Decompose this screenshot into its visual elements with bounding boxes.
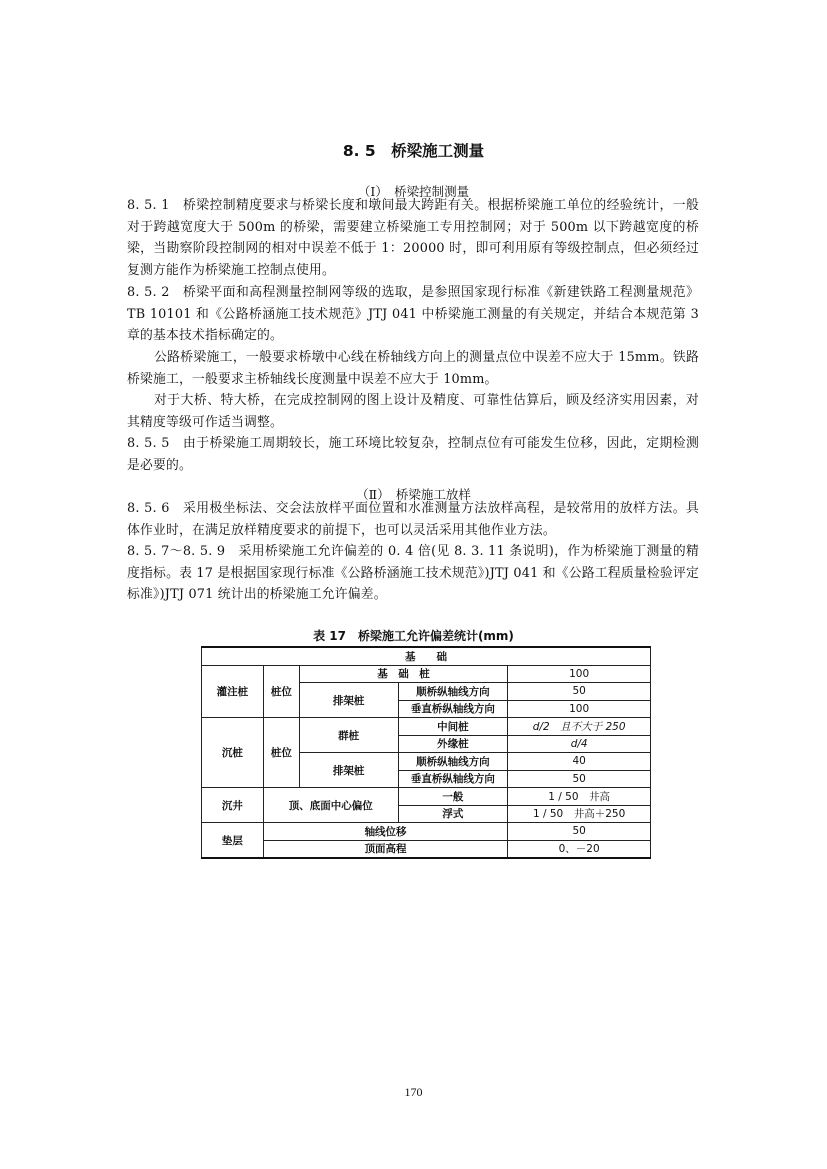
paragraph-8-5-6: 8. 5. 6 采用极坐标法、交会法放样平面位置和水准测量方法放样高程，是较常用的放样方法。具体作业时，在满足放样精度要求的前提下，也可以灵活采用其他作业方法。 <box>127 501 699 538</box>
cell-center-offset: 顶、底面中心偏位 <box>263 788 398 823</box>
cell-value: 1 / 50 井高 <box>508 788 651 806</box>
cell-value: 0、－20 <box>508 840 651 858</box>
cell-driven-pile: 沉桩 <box>202 718 264 788</box>
cell-axis-displacement: 轴线位移 <box>263 823 507 841</box>
cell-value: d/2 且不大于 250 <box>508 718 651 736</box>
paragraph-highway-bridge: 公路桥梁施工，一般要求桥墩中心线在桥轴线方向上的测量点位中误差不应大于 15mm。铁路桥梁施工，一般要求主桥轴线长度测量中误差不应大于 10mm。 <box>127 350 699 387</box>
cell-pile-position: 桩位 <box>263 718 299 788</box>
table-title: 表 17 桥梁施工允许偏差统计(mm) <box>313 629 514 643</box>
table-header-foundation: 基 础 <box>202 647 651 665</box>
table-row <box>202 823 651 841</box>
paragraph-8-5-5: 8. 5. 5 由于桥梁施工周期较长，施工环境比较复杂，控制点位有可能发生位移，因此，定期检测是必要的。 <box>127 436 699 473</box>
table-row <box>202 840 651 858</box>
cell-perpendicular: 垂直桥纵轴线方向 <box>398 770 508 788</box>
section-title: 8. 5 桥梁施工测量 <box>342 142 485 160</box>
table-header-row <box>202 647 651 665</box>
cell-general: 一般 <box>398 788 508 806</box>
cell-floating: 浮式 <box>398 805 508 823</box>
cell-pile-position: 桩位 <box>263 665 299 718</box>
paragraph-8-5-1: 8. 5. 1 桥梁控制精度要求与桥梁长度和墩间最大跨距有关。根据桥梁施工单位的经验统计，一般对于跨越宽度大于 500m 的桥梁，需要建立桥梁施工专用控制网；对于 500m 以下跨越宽度的桥梁，当勘察阶段控制网的相对中误差不低于 1：20000 时，即可利用原有等级控制点，但必须经过复测方能作为桥梁施工控制点使用。 <box>127 198 699 278</box>
cell-value: 50 <box>508 823 651 841</box>
cell-middle-pile: 中间桩 <box>398 718 508 736</box>
cell-value: 1 / 50 井高＋250 <box>508 805 651 823</box>
cell-cast-pile: 灌注桩 <box>202 665 264 718</box>
cell-value: d/4 <box>508 735 651 753</box>
paragraph-large-bridge: 对于大桥、特大桥，在完成控制网的图上设计及精度、可靠性估算后，顾及经济实用因素，对其精度等级可作适当调整。 <box>127 393 699 430</box>
table-row <box>202 718 651 736</box>
page-number: 170 <box>404 1085 423 1099</box>
cell-foundation-pile: 基 础 桩 <box>299 665 507 683</box>
paragraph-8-5-2: 8. 5. 2 桥梁平面和高程测量控制网等级的选取，是参照国家现行标准《新建铁路工程测量规范》TB 10101 和《公路桥涵施工技术规范》JTJ 041 中桥梁施工测量的有关规定，并结合本规范第 3 章的基本技术指标确定的。 <box>127 285 699 343</box>
cell-bent-pile: 排架桩 <box>299 683 398 718</box>
cell-longitudinal: 顺桥纵轴线方向 <box>398 753 508 771</box>
cell-value: 100 <box>508 700 651 718</box>
cell-perpendicular: 垂直桥纵轴线方向 <box>398 700 508 718</box>
cell-longitudinal: 顺桥纵轴线方向 <box>398 683 508 701</box>
cell-value: 50 <box>508 770 651 788</box>
cell-pile-group: 群桩 <box>299 718 398 753</box>
cell-caisson: 沉井 <box>202 788 264 823</box>
tolerance-table <box>201 646 651 859</box>
paragraph-8-5-7: 8. 5. 7～8. 5. 9 采用桥梁施工允许偏差的 0. 4 倍(见 8. 3. 11 条说明)，作为桥梁施丁测量的精度指标。表 17 是根据国家现行标准《公路桥涵施工技术规范》)JTJ 041 和《公路工程质量检验评定标准》)JTJ 071 统计出的桥梁施工允许偏差。 <box>127 544 699 602</box>
cell-top-elevation: 顶面高程 <box>263 840 507 858</box>
cell-value: 50 <box>508 683 651 701</box>
subsection-heading-control: （Ⅰ） 桥梁控制测量 <box>357 184 470 199</box>
table-row <box>202 788 651 806</box>
table-row <box>202 665 651 683</box>
subsection-heading-layout: （Ⅱ） 桥梁施工放样 <box>356 487 471 502</box>
cell-value: 100 <box>508 665 651 683</box>
cell-cushion: 垫层 <box>202 823 264 859</box>
cell-edge-pile: 外缘桩 <box>398 735 508 753</box>
cell-bent-pile: 排架桩 <box>299 753 398 788</box>
cell-value: 40 <box>508 753 651 771</box>
